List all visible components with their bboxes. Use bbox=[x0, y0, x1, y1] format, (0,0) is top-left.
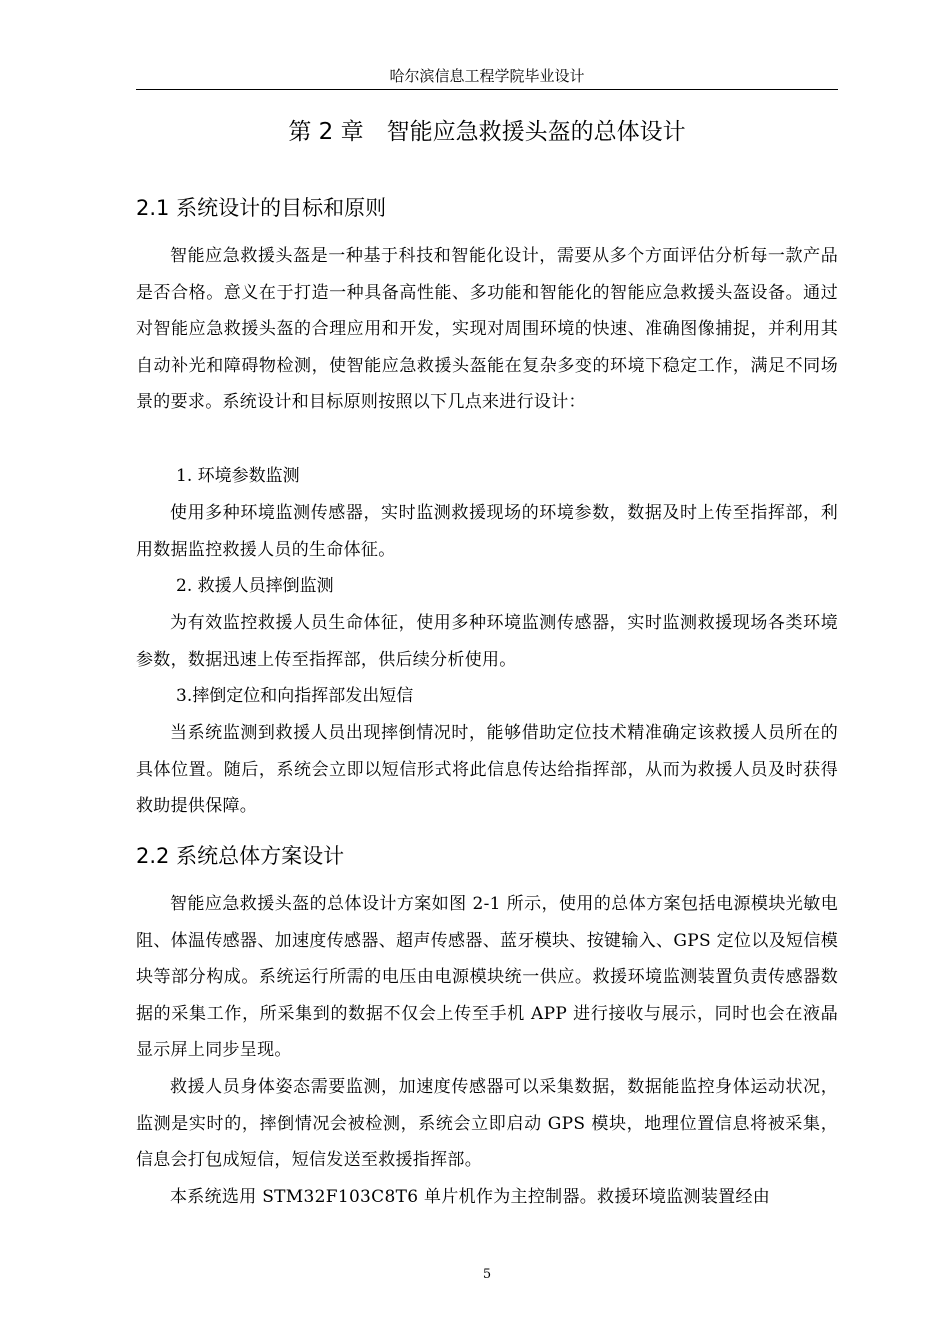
item-3-title: 3.摔倒定位和向指挥部发出短信 bbox=[176, 686, 414, 706]
section-2-1-intro: 智能应急救援头盔是一种基于科技和智能化设计，需要从多个方面评估分析每一款产品是否合格。意义在于打造一种具备高性能、多功能和智能化的智能应急救援头盔设备。通过对智能应急救援头盔的合理应用和开发，实现对周围环境的快速、准确图像捕捉，并利用其自动补光和障碍物检测，使智能应急救援头盔能在复杂多变的环境下稳定工作，满足不同场景的要求。系统设计和目标原则按照以下几点来进行设计： bbox=[136, 246, 838, 413]
section-2-2-para-2: 救援人员身体姿态需要监测，加速度传感器可以采集数据，数据能监控身体运动状况，监测是实时的，摔倒情况会被检测，系统会立即启动 GPS 模块，地理位置信息将被采集，信息会打包成短信，短信发送至救援指挥部。 bbox=[136, 1077, 838, 1171]
section-2-2-para-1: 智能应急救援头盔的总体设计方案如图 2-1 所示，使用的总体方案包括电源模块光敏电阻、体温传感器、加速度传感器、超声传感器、蓝牙模块、按键输入、GPS 定位以及短信模块等部分构成。系统运行所需的电压由电源模块统一供应。救援环境监测装置负责传感器数据的采集工作，所采集到的数据不仅会上传至手机 APP 进行接收与展示，同时也会在液晶显示屏上同步呈现。 bbox=[136, 894, 838, 1061]
item-1-text: 使用多种环境监测传感器，实时监测救援现场的环境参数，数据及时上传至指挥部，利用数据监控救援人员的生命体征。 bbox=[136, 503, 838, 560]
page-number: 5 bbox=[482, 1267, 492, 1282]
section-title-2-2: 2.2 系统总体方案设计 bbox=[136, 844, 345, 868]
item-2-text: 为有效监控救援人员生命体征，使用多种环境监测传感器，实时监测救援现场各类环境参数，数据迅速上传至指挥部，供后续分析使用。 bbox=[136, 613, 838, 670]
page-header: 哈尔滨信息工程学院毕业设计 bbox=[389, 67, 585, 85]
item-1-title: 1. 环境参数监测 bbox=[176, 466, 300, 486]
header-rule bbox=[136, 89, 838, 90]
section-title-2-1: 2.1 系统设计的目标和原则 bbox=[136, 196, 387, 220]
item-2-title: 2. 救援人员摔倒监测 bbox=[176, 576, 334, 596]
item-3-text: 当系统监测到救援人员出现摔倒情况时，能够借助定位技术精准确定该救援人员所在的具体位置。随后，系统会立即以短信形式将此信息传达给指挥部，从而为救援人员及时获得救助提供保障。 bbox=[136, 723, 838, 817]
section-2-2-para-3: 本系统选用 STM32F103C8T6 单片机作为主控制器。救援环境监测装置经由 bbox=[170, 1187, 771, 1207]
chapter-title: 第 2 章 智能应急救援头盔的总体设计 bbox=[288, 119, 686, 145]
